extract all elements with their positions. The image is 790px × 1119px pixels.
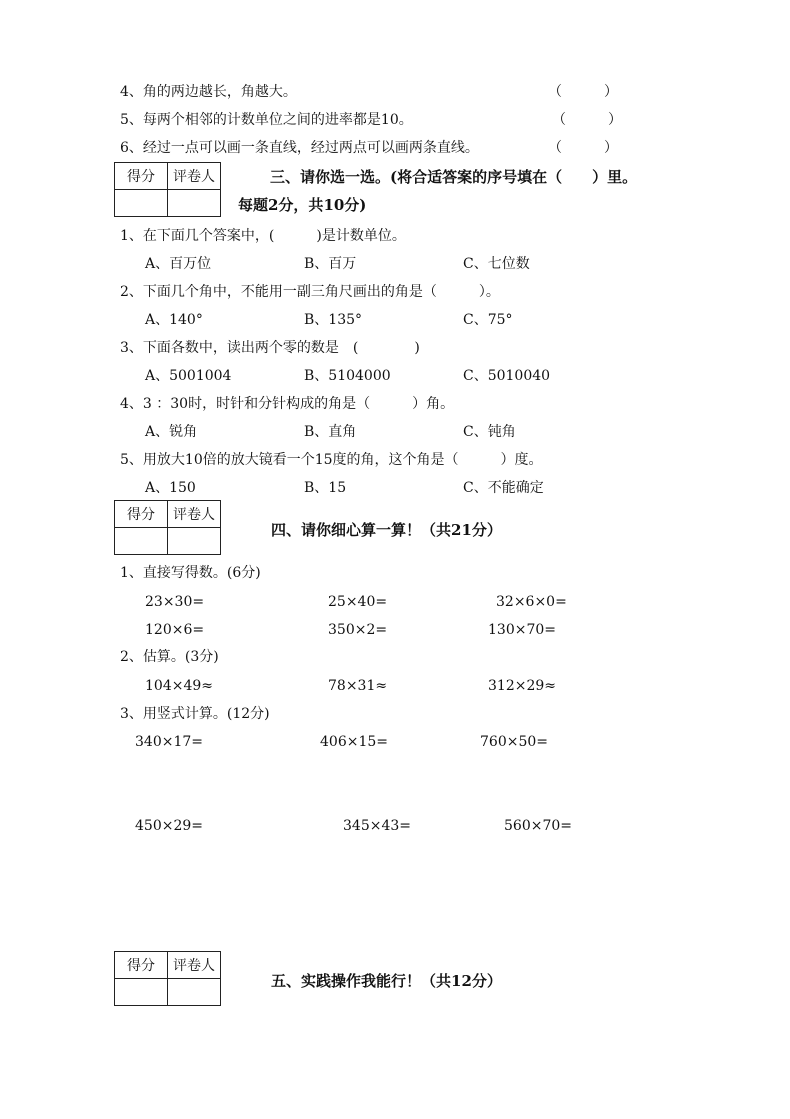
section5-title: 五、实践操作我能行！（共12分） (271, 972, 502, 990)
calc-expr: 120×6= (145, 622, 205, 638)
judge-answer-paren-6[interactable]: （ ） (548, 140, 618, 156)
vertical-calc-expr: 760×50= (480, 734, 548, 750)
score-table-section5 (114, 951, 221, 1006)
grader-cell[interactable] (168, 190, 221, 217)
calc-expr: 32×6×0= (496, 594, 567, 610)
judge-answer-paren-4[interactable]: （ ） (548, 84, 618, 100)
section4-title: 四、请你细心算一算！（共21分） (271, 521, 502, 539)
estimate-expr: 78×31≈ (328, 678, 388, 694)
option-5a: A、150 (145, 480, 196, 496)
calc-part3-label: 3、用竖式计算。(12分) (120, 706, 270, 722)
score-table-section4 (114, 500, 221, 555)
option-4a: A、锐角 (145, 424, 198, 440)
choice-question-4: 4、3 ：30时，时针和分针构成的角是（ ）角。 (120, 396, 455, 412)
grader-cell[interactable] (168, 979, 221, 1006)
option-4b: B、直角 (304, 424, 357, 440)
calc-expr: 23×30= (145, 594, 205, 610)
option-2a: A、140° (145, 312, 203, 328)
judge-item-4: 4、角的两边越长，角越大。 (120, 84, 297, 100)
option-5b: B、15 (304, 480, 347, 496)
option-5c: C、不能确定 (463, 480, 544, 496)
grader-header: 评卷人 (168, 163, 221, 190)
vertical-calc-expr: 340×17= (135, 734, 203, 750)
option-2c: C、75° (463, 312, 513, 328)
vertical-calc-expr: 345×43= (343, 818, 411, 834)
option-2b: B、135° (304, 312, 363, 328)
choice-question-1: 1、在下面几个答案中，( )是计数单位。 (120, 228, 406, 244)
grader-header: 评卷人 (168, 952, 221, 979)
grader-header: 评卷人 (168, 501, 221, 528)
score-table-section3 (114, 162, 221, 217)
estimate-expr: 312×29≈ (488, 678, 556, 694)
option-3c: C、5010040 (463, 368, 551, 384)
vertical-calc-expr: 406×15= (320, 734, 388, 750)
option-1c: C、七位数 (463, 256, 530, 272)
option-3a: A、5001004 (145, 368, 232, 384)
judge-item-5: 5、每两个相邻的计数单位之间的进率都是10。 (120, 112, 413, 128)
judge-item-6: 6、经过一点可以画一条直线，经过两点可以画两条直线。 (120, 140, 479, 156)
estimate-expr: 104×49≈ (145, 678, 213, 694)
calc-expr: 25×40= (328, 594, 388, 610)
judge-answer-paren-5[interactable]: （ ） (552, 112, 622, 128)
score-cell[interactable] (115, 979, 168, 1006)
score-header: 得分 (115, 163, 168, 190)
option-4c: C、钝角 (463, 424, 516, 440)
vertical-calc-expr: 560×70= (504, 818, 572, 834)
vertical-calc-expr: 450×29= (135, 818, 203, 834)
option-1b: B、百万 (304, 256, 357, 272)
section3-title: 三、请你选一选。(将合适答案的序号填在（ ）里。 (270, 168, 638, 186)
choice-question-2: 2、下面几个角中，不能用一副三角尺画出的角是（ ）。 (120, 284, 500, 300)
option-3b: B、5104000 (304, 368, 391, 384)
option-1a: A、百万位 (145, 256, 212, 272)
calc-part2-label: 2、估算。(3分) (120, 649, 219, 665)
choice-question-5: 5、用放大10倍的放大镜看一个15度的角，这个角是（ ）度。 (120, 452, 543, 468)
score-cell[interactable] (115, 190, 168, 217)
grader-cell[interactable] (168, 528, 221, 555)
score-cell[interactable] (115, 528, 168, 555)
calc-part1-label: 1、直接写得数。(6分) (120, 565, 261, 581)
score-header: 得分 (115, 501, 168, 528)
choice-question-3: 3、下面各数中，读出两个零的数是 ( ) (120, 340, 420, 356)
calc-expr: 350×2= (328, 622, 388, 638)
section3-subtitle: 每题2分，共10分) (238, 196, 367, 214)
score-header: 得分 (115, 952, 168, 979)
calc-expr: 130×70= (488, 622, 556, 638)
